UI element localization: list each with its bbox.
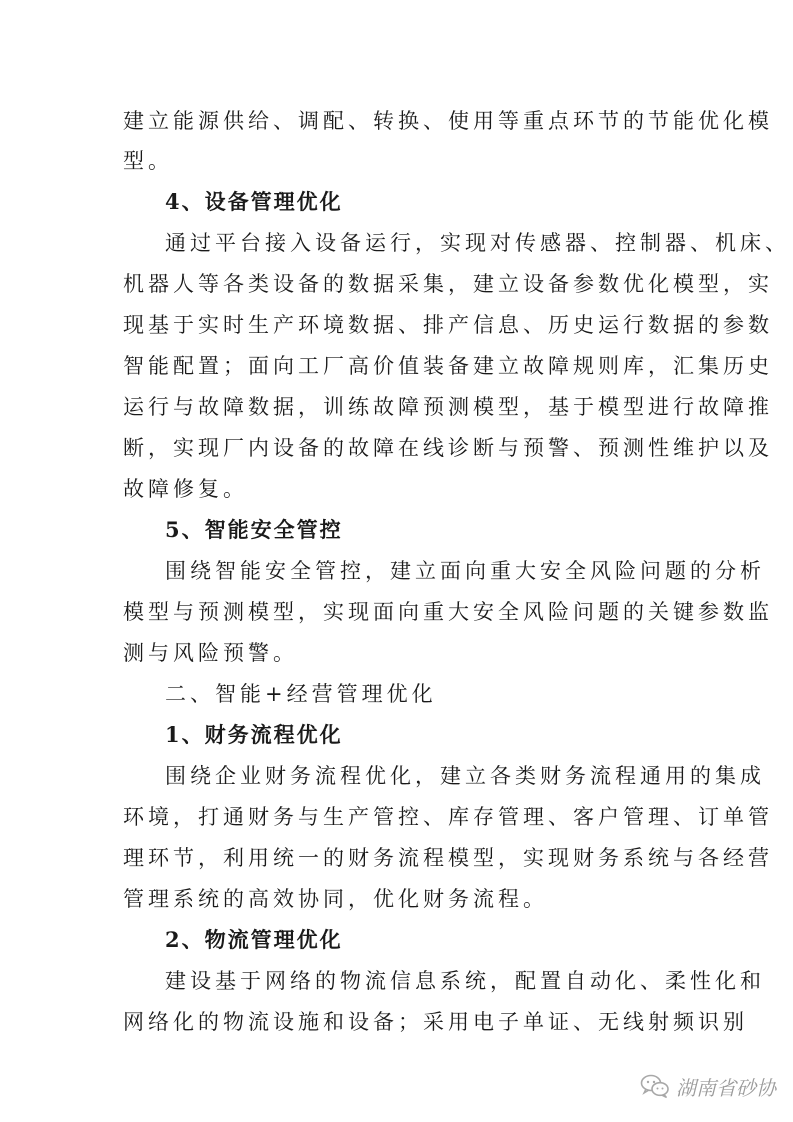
paragraph-line: 机器人等各类设备的数据采集，建立设备参数优化模型，实 [123, 272, 773, 296]
paragraph-line: 管理系统的高效协同，优化财务流程。 [123, 887, 548, 911]
chapter-heading: 二、智能+经营管理优化 [165, 682, 437, 706]
paragraph-line: 建设基于网络的物流信息系统，配置自动化、柔性化和 [165, 969, 765, 993]
paragraph-line: 围绕智能安全管控，建立面向重大安全风险问题的分析 [165, 559, 765, 583]
paragraph-line: 理环节，利用统一的财务流程模型，实现财务系统与各经营 [123, 846, 773, 870]
section-heading: 4、设备管理优化 [165, 189, 343, 214]
paragraph-line: 建立能源供给、调配、转换、使用等重点环节的节能优化模 [123, 109, 773, 133]
paragraph-line: 运行与故障数据，训练故障预测模型，基于模型进行故障推 [123, 395, 773, 419]
paragraph-line: 智能配置；面向工厂高价值装备建立故障规则库，汇集历史 [123, 354, 773, 378]
paragraph-line: 网络化的物流设施和设备；采用电子单证、无线射频识别 [123, 1010, 748, 1034]
section-heading: 1、财务流程优化 [165, 722, 343, 747]
paragraph-line: 故障修复。 [123, 477, 248, 501]
paragraph-line: 通过平台接入设备运行，实现对传感器、控制器、机床、 [165, 231, 790, 255]
paragraph-line: 模型与预测模型，实现面向重大安全风险问题的关键参数监 [123, 600, 773, 624]
paragraph-line: 断，实现厂内设备的故障在线诊断与预警、预测性维护以及 [123, 436, 773, 460]
watermark-text: 湖南省砂协 [676, 1075, 776, 1100]
watermark [640, 1068, 776, 1104]
paragraph-line: 型。 [123, 149, 173, 173]
paragraph-line: 围绕企业财务流程优化，建立各类财务流程通用的集成 [165, 764, 765, 788]
section-heading: 5、智能安全管控 [165, 517, 343, 542]
wechat-icon [640, 1073, 670, 1099]
paragraph-line: 现基于实时生产环境数据、排产信息、历史运行数据的参数 [123, 313, 773, 337]
section-heading: 2、物流管理优化 [165, 927, 343, 952]
paragraph-line: 环境，打通财务与生产管控、库存管理、客户管理、订单管 [123, 805, 773, 829]
paragraph-line: 测与风险预警。 [123, 641, 298, 665]
